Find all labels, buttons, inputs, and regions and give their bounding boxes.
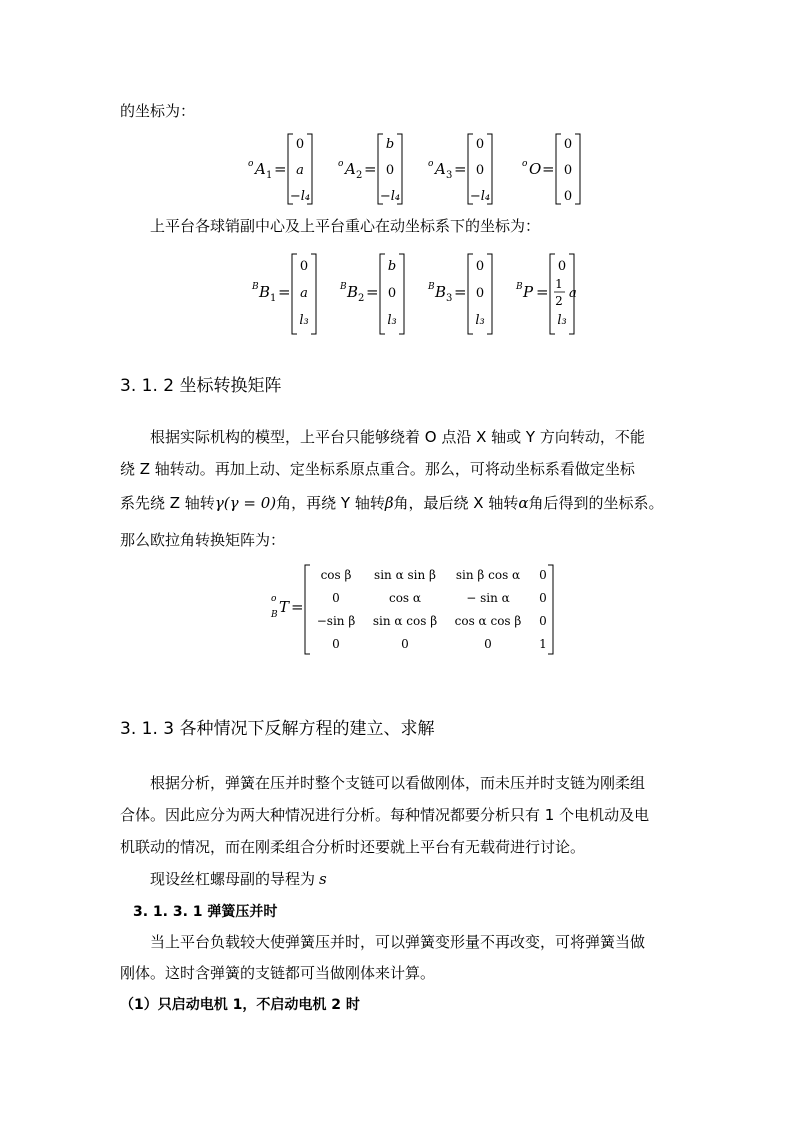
matrix-entry: l₃: [475, 313, 485, 328]
label-subscript: 2: [356, 170, 363, 181]
equals-sign: =: [454, 283, 467, 301]
matrix-entry: 1: [555, 277, 563, 291]
matrix-entry: 0: [539, 591, 547, 605]
matrix-left-bracket: [305, 565, 310, 654]
text-segment: 现设丝杠螺母副的导程为: [150, 870, 316, 888]
coordinate-vector: [338, 134, 402, 204]
matrix-entry: 0: [563, 163, 573, 178]
para-euler-intro: 那么欧拉角转换矩阵为：: [120, 531, 286, 549]
matrix-entry: 0: [563, 189, 573, 204]
matrix-entry: 0: [539, 568, 547, 582]
matrix-left-bracket: [556, 134, 561, 204]
equals-sign: =: [454, 160, 467, 178]
matrix-right-bracket: [575, 134, 580, 204]
section-heading-3-1-2: 3. 1. 2 坐标转换矩阵: [120, 376, 282, 396]
matrix-right-bracket: [311, 254, 316, 334]
alpha-symbol: α: [518, 494, 529, 512]
lead-symbol: s: [319, 870, 327, 888]
label-superscript: o: [522, 159, 528, 169]
label-base: B: [435, 283, 447, 301]
label-superscript: o: [248, 159, 254, 169]
label-subscript: 3: [446, 293, 453, 304]
label-base: A: [345, 160, 356, 178]
para-line: 刚体。这时含弹簧的支链都可当做刚体来计算。: [120, 964, 436, 982]
para-line: 机联动的情况，而在刚柔组合分析时还要就上平台有无载荷进行讨论。: [120, 838, 586, 856]
equals-sign: =: [364, 160, 377, 178]
section-heading-3-1-3: 3. 1. 3 各种情况下反解方程的建立、求解: [120, 719, 435, 739]
rotation-matrix: [270, 565, 553, 654]
matrix-right-bracket: [548, 565, 553, 654]
matrix-entry: l₃: [557, 313, 567, 328]
matrix-entry: sin α cos β: [372, 614, 438, 628]
label-base: A: [255, 160, 266, 178]
matrix-left-bracket: [380, 254, 385, 334]
matrix-right-bracket: [487, 254, 492, 334]
matrix-entry: l₃: [387, 313, 397, 328]
label-superscript: o: [428, 159, 434, 169]
matrix-entry: 0: [385, 163, 395, 178]
matrix-entry: − sin α: [466, 591, 510, 605]
matrix-entry: 0: [475, 163, 485, 178]
matrix-left-bracket: [292, 254, 297, 334]
equals-sign: =: [291, 598, 304, 616]
para-line: 根据分析，弹簧在压并时整个支链可以看做刚体，而未压并时支链为刚柔组: [150, 774, 646, 792]
matrix-entry: 1: [539, 637, 547, 651]
matrix-entry: 0: [484, 637, 492, 651]
matrix-entry: cos α: [388, 591, 422, 605]
matrix-entry: 0: [563, 137, 573, 152]
matrix-entry: −sin β: [316, 614, 356, 628]
matrix-entry: l₃: [299, 313, 309, 328]
para-line: 绕 Z 轴转动。再加上动、定坐标系原点重合。那么，可将动坐标系看做定坐标: [120, 460, 635, 478]
equals-sign: =: [278, 283, 291, 301]
para-line: 根据实际机构的模型，上平台只能够绕着 O 点沿 X 轴或 Y 方向转动，不能: [150, 428, 645, 446]
coordinate-vector: [248, 134, 312, 204]
matrix-left-bracket: [468, 254, 473, 334]
matrix-entry: cos β: [320, 568, 352, 582]
matrix-right-bracket: [399, 254, 404, 334]
matrix-entry: −l₄: [379, 189, 401, 204]
coordinate-vector: [339, 254, 404, 334]
matrix-entry: 0: [332, 637, 340, 651]
matrix-entry: a: [569, 286, 577, 301]
matrix-entry: cos α cos β: [454, 614, 522, 628]
label-superscript: B: [516, 282, 523, 292]
equals-sign: =: [542, 160, 555, 178]
label-base: P: [523, 283, 534, 301]
label-base: T: [279, 598, 290, 616]
text-segment: 角，再绕 Y 轴转: [276, 494, 385, 512]
label-subscript: 3: [446, 170, 453, 181]
label-superscript: o: [271, 594, 277, 604]
equals-sign: =: [536, 283, 549, 301]
matrix-entry: sin β cos α: [455, 568, 521, 582]
matrix-entry: −l₄: [469, 189, 491, 204]
para-line-rotation-order: [120, 493, 663, 513]
euler-rotation-matrix: [265, 561, 565, 659]
label-subscript: 1: [266, 170, 273, 181]
label-base: B: [259, 283, 271, 301]
matrix-entry: 0: [401, 637, 409, 651]
gamma-symbol: γ(γ = 0): [214, 494, 277, 512]
matrix-entry: 2: [555, 294, 563, 308]
coordinate-vector: [428, 134, 492, 204]
matrix-entry: sin α sin β: [374, 568, 436, 582]
para-line: 合体。因此应分为两大种情况进行分析。每种情况都要分析只有 1 个电机动及电: [120, 806, 650, 824]
matrix-entry: b: [385, 137, 395, 152]
coordinate-vector: [515, 254, 577, 334]
text-segment: 系先绕 Z 轴转: [120, 494, 215, 512]
coordinate-vector: [522, 134, 580, 204]
subsection-heading-3-1-3-1: 3. 1. 3. 1 弹簧压并时: [133, 904, 278, 920]
matrix-entry: 0: [295, 137, 305, 152]
moving-joint-coordinates-equation: [240, 250, 600, 340]
label-subscript: B: [271, 610, 278, 620]
beta-symbol: β: [384, 494, 394, 512]
label-subscript: 2: [358, 293, 365, 304]
matrix-entry: 0: [539, 614, 547, 628]
coordinate-vector: [427, 254, 492, 334]
matrix-entry: 0: [387, 286, 397, 301]
para-line: 当上平台负载较大使弹簧压并时，可以弹簧变形量不再改变，可将弹簧当做: [150, 933, 646, 951]
para-coordinates-intro: 的坐标为：: [120, 102, 196, 120]
para-lead-definition: [150, 869, 327, 889]
equals-sign: =: [366, 283, 379, 301]
label-subscript: 1: [270, 293, 277, 304]
matrix-entry: 0: [475, 286, 485, 301]
label-base: O: [529, 160, 542, 178]
label-superscript: o: [338, 159, 344, 169]
equals-sign: =: [274, 160, 287, 178]
fixed-joint-coordinates-equation: [230, 130, 590, 206]
text-segment: 角，最后绕 X 轴转: [393, 494, 519, 512]
case-heading-motor-1: （1）只启动电机 1，不启动电机 2 时: [120, 997, 360, 1013]
matrix-entry: −l₄: [289, 189, 311, 204]
label-superscript: B: [340, 282, 347, 292]
label-base: B: [347, 283, 359, 301]
coordinate-vector: [251, 254, 316, 334]
matrix-entry: a: [296, 163, 304, 178]
para-moving-frame-coordinates: 上平台各球销副中心及上平台重心在动坐标系下的坐标为：: [150, 217, 541, 235]
matrix-entry: 0: [332, 591, 340, 605]
matrix-entry: 0: [299, 259, 309, 274]
text-segment: 角后得到的坐标系。: [528, 494, 664, 512]
label-base: A: [435, 160, 446, 178]
matrix-entry: 0: [475, 259, 485, 274]
label-superscript: B: [252, 282, 259, 292]
matrix-entry: 0: [557, 259, 567, 274]
label-superscript: B: [428, 282, 435, 292]
matrix-entry: a: [300, 286, 308, 301]
matrix-entry: 0: [475, 137, 485, 152]
matrix-entry: b: [387, 259, 397, 274]
